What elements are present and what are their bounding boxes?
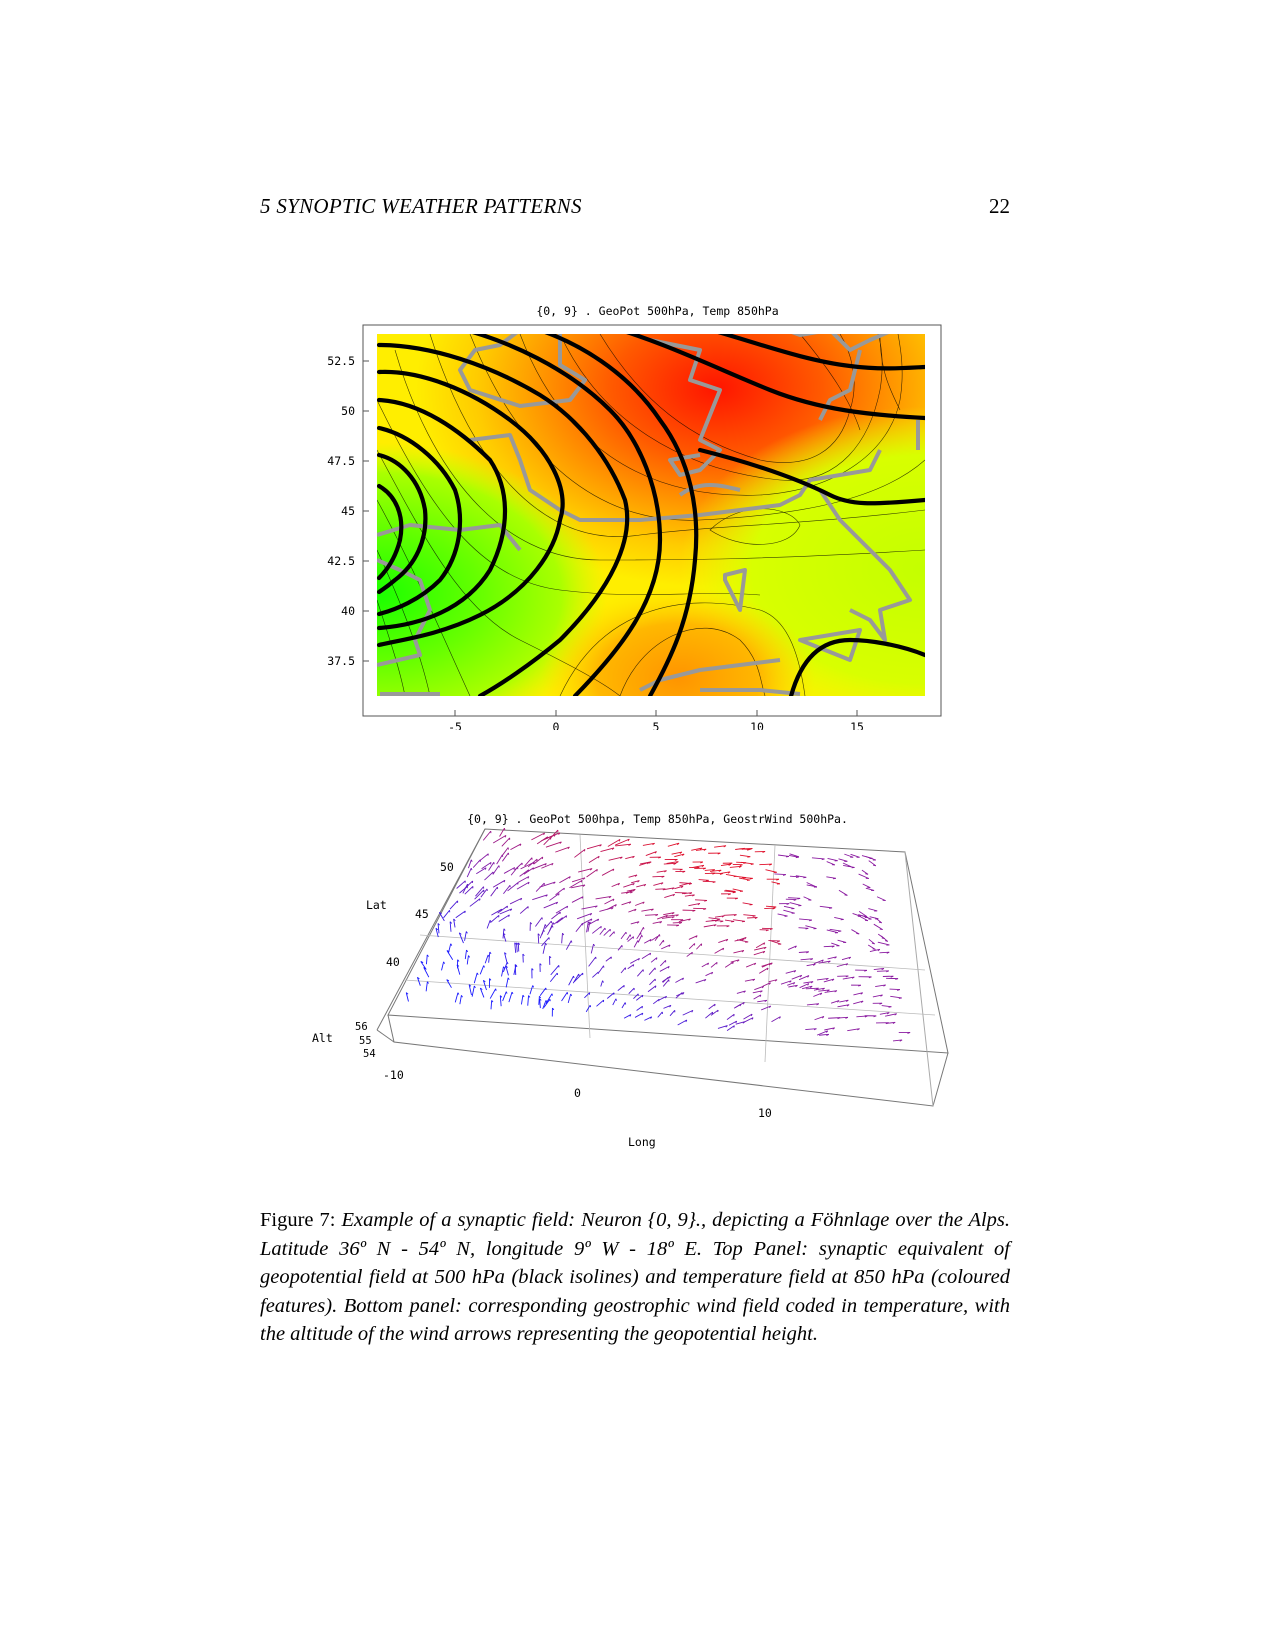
wind-arrow [447,950,453,959]
wind-arrow [696,979,706,983]
wind-arrow-head [546,1000,547,1002]
wind-arrow [759,968,768,973]
wind-arrow [634,941,638,948]
wind-arrow [839,890,847,895]
wind-arrow-head [838,931,841,932]
wind-arrow [493,835,506,843]
wind-arrow [660,966,669,971]
wind-arrow [727,1014,734,1019]
wind-arrow-head [692,952,693,954]
wind-arrow [444,910,450,918]
wind-arrow [476,868,486,874]
wind-arrow-head [856,933,859,934]
wind-arrow [493,880,505,887]
alt-tick: 54 [363,1048,376,1060]
lat-tick: 50 [440,860,454,874]
wind-arrow [574,849,585,857]
wind-arrow [601,848,615,852]
wind-arrow [426,955,427,964]
bottom-figure-title: {0, 9} . GeoPot 500hpa, Temp 850hPa, GeostrWind 500hPa. [467,812,848,826]
wind-arrow [592,926,601,933]
wind-arrow [467,956,468,965]
wind-arrow [544,902,558,908]
wind-arrow [557,916,567,923]
wind-arrow [798,928,808,929]
wind-arrow [630,958,639,963]
wind-arrow-head [597,869,598,871]
wind-arrow [591,944,593,953]
wind-arrow-head [507,906,508,908]
wind-arrow [493,866,499,875]
wind-arrow-head [873,949,876,950]
wind-arrow-head [603,981,604,983]
page-number: 22 [989,194,1010,218]
wind-arrow [542,924,545,934]
wind-arrow [510,844,520,850]
wind-arrow [733,920,745,922]
wind-arrow [689,943,694,948]
lat-tick: 45 [415,907,429,921]
wind-arrow [696,944,701,950]
wind-arrow-head [643,927,644,929]
wind-arrow [473,860,480,868]
top-xtick: 10 [750,720,764,730]
wind-arrow [541,863,553,868]
wind-arrow [629,988,634,994]
wind-arrow [778,914,788,916]
top-figure-title: {0, 9} . GeoPot 500hPa, Temp 850hPa [536,304,779,318]
wind-arrow-head [490,920,491,922]
wind-arrow [604,929,611,935]
wind-arrow [500,996,501,1007]
wind-arrow [587,845,601,849]
wind-arrow-head [465,911,466,913]
wind-arrow [649,968,655,975]
wind-arrow-head [566,916,567,918]
lat-tick: 40 [386,955,400,969]
top-ytick: 47.5 [327,454,355,468]
wind-arrow [699,880,709,881]
wind-arrow-head [594,944,595,946]
top-ytick: 45 [341,504,355,518]
wind-arrow-head [786,856,789,857]
wind-arrow [642,953,651,959]
wind-arrow-head [717,919,720,920]
wind-arrow [709,918,721,919]
wind-arrow [470,899,480,907]
wind-arrow [761,1006,771,1010]
wind-arrow [820,906,832,908]
wind-arrow [472,986,474,997]
wind-arrow [449,944,451,953]
wind-arrow [584,993,589,998]
wind-arrow [520,870,529,877]
wind-arrow-head [633,964,634,966]
long-axis-label: Long [628,1135,656,1149]
wind-arrow [874,924,883,929]
wind-arrow-head [533,868,534,870]
wind-arrow [589,856,599,862]
wind-arrow [771,1017,780,1022]
wind-arrow-head [545,924,546,926]
section-title: 5 SYNOPTIC WEATHER PATTERNS [260,194,582,218]
wind-arrow [601,981,603,987]
wind-arrow-head [731,921,734,922]
top-xtick: 5 [652,720,660,730]
wind-arrow [651,958,657,963]
wind-arrow [602,869,614,875]
wind-arrow-head [742,921,745,922]
wind-arrow [538,934,539,944]
alt-tick: 55 [359,1035,372,1047]
wind-arrow [524,868,534,875]
wind-arrow-head [829,908,832,909]
caption-text: Example of a synaptic field: Neuron {0, 9}., depicting a Föhnlage over the Alps. Latitude 36º N - 54º N, longitude 9º W - 18º E. Top Panel: synaptic equivalent of geopotential field at 500 hPa (black isolines) and temperature field at 850 hPa (coloured features). Bottom panel: corresponding geostrophic wind field coded in temperature, with the altitude of the wind arrows representing the geopotential height. [260,1209,1011,1345]
wind-arrow-head [642,935,643,937]
wind-arrow [482,862,492,868]
wind-arrow [606,957,612,961]
wind-arrow [543,943,545,954]
wind-arrow [535,917,542,926]
lat-axis-label: Lat [366,898,387,912]
wind-arrow [554,918,563,925]
wind-arrow [447,980,452,988]
wind-arrow-head [889,1007,892,1008]
top-ytick: 52.5 [327,354,355,368]
wind-arrow-head [552,926,553,928]
figure-caption [260,1206,1010,1349]
long-tick: 0 [574,1086,581,1100]
wind-arrow [572,897,583,903]
wind-arrow-head [616,999,617,1001]
wind-arrow [596,896,612,898]
wind-arrow [661,945,670,949]
wind-arrow [556,888,565,895]
wind-arrow [826,877,836,878]
wind-arrow [450,901,458,909]
wind-arrow-head [747,857,750,858]
wind-arrow [828,858,838,860]
wind-arrow [726,874,737,876]
wind-arrow [480,966,483,975]
wind-arrow [788,898,800,899]
wind-arrow [727,1026,734,1031]
wind-arrow [890,996,901,998]
wind-arrow [528,996,529,1006]
wind-arrow-head [574,976,575,978]
wind-arrow-head [444,962,445,964]
wind-arrow-head [734,1026,735,1028]
wind-arrow-head [516,965,517,967]
top-xtick: -5 [448,720,462,730]
wind-arrow [498,906,508,913]
wind-arrow [562,933,563,943]
wind-arrow [711,962,717,967]
long-tick: 10 [758,1106,772,1120]
wind-arrow [609,932,614,937]
wind-arrow [474,973,477,983]
wind-arrow [599,908,613,912]
wind-arrow [521,995,522,1004]
wind-arrow [623,883,634,887]
wind-arrow [646,852,657,856]
wind-arrow [790,903,802,906]
wind-arrow [715,948,724,953]
wind-arrow [530,985,533,994]
wind-arrow-head [733,891,736,892]
wind-arrow [633,994,638,999]
wind-arrow [683,1010,693,1015]
wind-arrow [702,963,709,967]
wind-arrow [587,869,598,877]
wind-arrow [490,915,499,922]
wind-arrow [540,999,541,1008]
wind-arrow [740,855,750,856]
wind-arrow-head [474,986,475,988]
wind-arrow-head [715,1004,716,1006]
wind-arrow-head [844,895,847,896]
wind-arrow-head [458,993,459,995]
wind-arrow [628,964,634,968]
wind-arrow [467,868,471,877]
wind-arrow [491,887,498,896]
wind-arrow [497,855,503,864]
top-contour-plot [0,310,1275,730]
wind-arrow [618,945,622,950]
wind-arrow-head [571,941,572,943]
wind-arrow [604,899,614,904]
wind-arrow [578,869,592,873]
alt-axis-label: Alt [312,1031,333,1045]
wind-arrow [502,838,510,846]
wind-arrow-head [512,992,513,994]
wind-arrow [455,993,458,1003]
wind-arrow-head [655,986,656,988]
wind-arrow [600,928,605,935]
wind-arrow [489,952,490,963]
long-tick: -10 [383,1068,404,1082]
wind-arrow [766,906,776,907]
wind-arrow [599,966,604,973]
wind-arrow [670,1010,675,1016]
wind-arrow [506,978,508,988]
wind-arrow-head [638,941,639,943]
wind-arrow [421,961,426,969]
wind-arrow-head [642,1006,643,1008]
wind-arrow-head [451,944,452,946]
wind-arrow-head [477,973,478,975]
wind-arrow [635,1013,643,1017]
wind-arrow [660,960,665,966]
wind-arrow [869,861,876,866]
wind-arrow [485,955,488,963]
wind-arrow [547,926,552,935]
wind-arrow [450,922,451,932]
wind-arrow [729,1021,737,1025]
top-ytick: 40 [341,604,355,618]
wind-arrow [709,1004,716,1009]
wind-arrow [555,847,569,852]
wind-arrow [812,858,825,859]
wind-arrow [503,992,507,1001]
wind-arrow [517,882,529,889]
wind-arrow [653,999,659,1004]
wind-arrow [533,864,546,869]
wind-arrow-head [496,989,497,991]
wind-arrow [546,842,562,847]
wind-arrow [609,857,623,860]
wind-arrow-head [533,985,534,987]
wind-arrow-head [899,998,902,999]
wind-arrow [878,942,890,945]
wind-arrow-head [751,864,754,865]
wind-arrow [468,860,471,868]
wind-arrow [540,882,556,887]
wind-arrow [491,1000,492,1009]
wind-arrow [532,895,547,900]
wind-arrow [509,992,512,1002]
wind-arrow [774,874,785,875]
wind-arrow [648,986,656,992]
wind-arrow [743,915,755,916]
wind-arrow [737,876,746,877]
wind-arrow [562,992,568,1001]
wind-arrow [572,878,585,882]
wind-arrow-head [466,931,467,933]
wind-arrow [490,989,496,999]
top-x-axis [448,710,864,730]
wind-arrow [618,985,625,990]
wind-arrow [765,870,776,873]
wind-arrow [465,950,466,959]
wind-arrow [659,940,663,945]
wind-arrow-head [564,888,565,890]
bottom-wind-3d-plot [0,820,1275,1160]
wind-arrow [484,872,493,880]
wind-arrow-head [471,860,472,862]
wind-arrow-head [880,929,883,930]
wind-arrow [644,939,651,943]
wind-arrow [799,919,812,920]
wind-arrow [622,1003,625,1009]
wind-arrow [866,856,876,860]
wind-arrow [592,972,598,977]
top-xtick: 15 [850,720,864,730]
wind-arrow [743,903,753,905]
wind-arrow [483,831,491,840]
wind-arrow [734,1004,741,1008]
wind-arrow [678,1020,687,1025]
wind-arrow [636,995,643,1000]
wind-arrow [426,982,427,992]
wind-arrow [658,1012,663,1017]
wind-arrow-head [508,978,509,980]
wind-arrow [637,970,643,977]
wind-arrow [637,1006,643,1010]
wind-arrow [741,862,754,864]
caption-label: Figure 7: [260,1209,336,1231]
wind-arrow [460,995,462,1004]
wind-arrow [576,923,583,931]
wind-arrow [756,943,765,948]
wind-arrow-head [559,893,560,895]
wind-arrow [568,994,570,1003]
top-ytick: 42.5 [327,554,355,568]
wind-arrow [754,951,765,954]
wind-arrow [890,989,900,990]
wind-arrow-head [571,994,572,996]
wind-arrow [784,906,794,908]
wind-arrow [621,968,625,973]
wind-arrow [649,979,655,985]
wind-arrow [783,910,794,913]
wind-arrow [687,952,693,956]
wind-arrow [518,877,529,883]
wind-arrow [551,912,560,919]
top-ytick: 37.5 [327,654,355,668]
wind-arrow [517,943,518,952]
wind-arrow-head [471,868,472,870]
wind-arrow [695,900,707,901]
wind-arrow [539,996,540,1005]
wind-arrow [877,897,886,901]
wind-arrow [487,920,490,928]
wind-arrow-head [734,1014,735,1016]
wind-arrow [739,849,749,850]
wind-arrow [859,874,869,878]
wind-arrow [465,931,467,940]
wind-arrow-head [506,992,507,994]
wind-arrow [725,962,733,967]
wind-arrow [792,975,802,979]
wind-arrow [510,898,522,904]
wind-arrow [520,907,528,914]
wind-arrow [621,932,626,939]
wind-arrow [589,957,596,966]
wind-arrow [778,855,789,856]
wind-arrow [627,935,630,940]
wind-arrow [442,962,444,971]
wind-arrow [439,912,444,921]
wind-arrow [456,911,466,918]
wind-arrow [689,936,697,940]
wind-arrow [556,906,568,913]
wind-arrow-head [468,884,469,886]
wind-arrows [406,828,910,1041]
wind-arrow [754,995,761,999]
wind-arrow [746,963,756,967]
wind-arrow-head [484,966,485,968]
wind-arrow [882,1006,892,1007]
wind-arrow-head [718,1010,719,1012]
top-ytick: 50 [341,404,355,418]
wind-arrow [549,893,559,900]
page-header [260,194,1010,228]
wind-arrow [499,915,510,922]
wind-arrow [569,976,574,985]
wind-arrow-head [743,878,746,879]
wind-arrow [531,833,544,840]
wind-arrow [559,877,570,883]
top-xtick: 0 [552,720,560,730]
wind-arrow [613,999,616,1005]
alt-tick: 56 [355,1021,368,1033]
wind-arrow [596,1000,603,1006]
wind-arrow [675,978,683,983]
